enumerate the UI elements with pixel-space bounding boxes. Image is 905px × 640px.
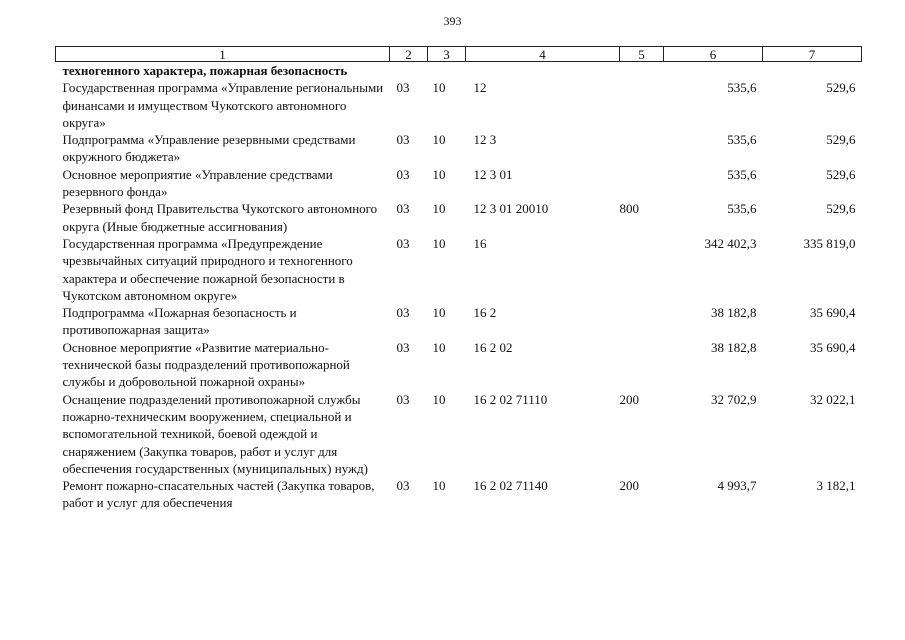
- cell-subsection: 10: [432, 132, 446, 148]
- table-row: [56, 166, 862, 201]
- cell-name: Основное мероприятие «Развитие материально-технической базы подразделений противопожарной службы и добровольной пожарной охраны»: [62, 339, 350, 390]
- header-col-5: 5: [620, 47, 664, 62]
- cell-expense-type: [620, 62, 664, 80]
- cell-target-article: 16 2: [473, 305, 497, 321]
- cell-amount-col7: 3 182,1: [816, 478, 856, 494]
- cell-subsection: 10: [432, 235, 446, 251]
- cell-amount-col6: 535,6: [727, 201, 757, 217]
- cell-expense-type: [620, 235, 664, 304]
- table-body: [56, 62, 862, 512]
- cell-name: Ремонт пожарно-спасательных частей (Закупка товаров, работ и услуг для обеспечения: [62, 478, 375, 511]
- table-header: [56, 47, 862, 62]
- cell-section: 03: [396, 166, 410, 182]
- cell-expense-type: [620, 304, 664, 339]
- cell-name: Государственная программа «Управление региональными финансами и имуществом Чукотского автономного округа»: [62, 80, 384, 130]
- cell-target-article: 12 3 01: [473, 166, 513, 182]
- cell-expense-type: [620, 339, 664, 391]
- cell-name: Резервный фонд Правительства Чукотского автономного округа (Иные бюджетные ассигнования): [62, 201, 378, 234]
- cell-subsection: 10: [432, 305, 446, 321]
- cell-name: Государственная программа «Предупреждение чрезвычайных ситуаций природного и техногенного характера и обеспечение пожарной безопасности в Чукотском автономном округе»: [62, 235, 353, 303]
- table-row: [56, 235, 862, 304]
- header-col-7: 7: [763, 47, 862, 62]
- cell-amount-col7: 35 690,4: [810, 305, 856, 321]
- table-row: [56, 304, 862, 339]
- cell-subsection: 10: [432, 478, 446, 494]
- table-row: [56, 62, 862, 80]
- cell-expense-type: [620, 166, 664, 201]
- cell-amount-col6: 342 402,3: [704, 235, 757, 251]
- cell-amount-col7: [763, 62, 862, 80]
- cell-amount-col6: 535,6: [727, 80, 757, 96]
- page-number: 393: [443, 14, 462, 28]
- cell-target-article: 12 3 01 20010: [473, 201, 549, 217]
- cell-expense-type: 200: [619, 391, 639, 407]
- cell-section: 03: [396, 391, 410, 407]
- cell-target-article: 16 2 02 71140: [473, 478, 548, 494]
- cell-subsection: 10: [432, 391, 446, 407]
- table-row: [56, 339, 862, 391]
- cell-target-article: 16 2 02 71110: [473, 391, 548, 407]
- cell-section: 03: [396, 132, 410, 148]
- cell-amount-col7: 529,6: [826, 201, 856, 217]
- table-row: [56, 477, 862, 512]
- cell-subsection: 10: [432, 166, 446, 182]
- table-row: [56, 391, 862, 477]
- cell-target-article: 16 2 02: [473, 339, 513, 355]
- cell-section: 03: [396, 235, 410, 251]
- cell-name: Основное мероприятие «Управление средствами резервного фонда»: [62, 166, 333, 200]
- cell-subsection: 10: [432, 80, 446, 96]
- table-row: [56, 200, 862, 235]
- cell-name: Оснащение подразделений противопожарной службы пожарно-техническим вооружением, специальной и вспомогательной техникой, боевой одеждой и снаряжением (Закупка товаров, работ и услуг для обеспечения государственных (муниципальных) нужд): [62, 391, 368, 476]
- cell-amount-col6: [664, 62, 763, 80]
- cell-expense-type: 200: [619, 478, 639, 494]
- cell-name: Подпрограмма «Управление резервными средствами окружного бюджета»: [62, 132, 356, 165]
- cell-amount-col7: 529,6: [826, 80, 856, 96]
- cell-target-article: [466, 62, 620, 80]
- cell-amount-col7: 335 819,0: [803, 235, 856, 251]
- cell-name: техногенного характера, пожарная безопасность: [62, 63, 348, 78]
- cell-amount-col7: 35 690,4: [810, 339, 856, 355]
- cell-amount-col6: 38 182,8: [711, 305, 757, 321]
- header-col-1: 1: [56, 47, 390, 62]
- budget-table: [55, 46, 862, 512]
- cell-amount-col6: 32 702,9: [711, 391, 757, 407]
- cell-subsection: [428, 62, 466, 80]
- cell-target-article: 12 3: [473, 132, 497, 148]
- cell-section: 03: [396, 80, 410, 96]
- cell-target-article: 16: [473, 235, 487, 251]
- cell-expense-type: [620, 131, 664, 166]
- cell-expense-type: 800: [619, 201, 639, 217]
- cell-section: 03: [396, 201, 410, 217]
- cell-amount-col7: 32 022,1: [810, 391, 856, 407]
- cell-section: 03: [396, 339, 410, 355]
- cell-name: Подпрограмма «Пожарная безопасность и противопожарная защита»: [62, 305, 297, 338]
- cell-amount-col6: 38 182,8: [711, 339, 757, 355]
- table-row: [56, 79, 862, 131]
- cell-amount-col7: 529,6: [826, 166, 856, 182]
- header-col-6: 6: [664, 47, 763, 62]
- cell-amount-col7: 529,6: [826, 132, 856, 148]
- header-col-4: 4: [466, 47, 620, 62]
- cell-amount-col6: 535,6: [727, 132, 757, 148]
- header-col-2: 2: [390, 47, 428, 62]
- table-row: [56, 131, 862, 166]
- cell-expense-type: [620, 79, 664, 131]
- cell-amount-col6: 535,6: [727, 166, 757, 182]
- cell-subsection: 10: [432, 339, 446, 355]
- cell-section: 03: [396, 478, 410, 494]
- cell-amount-col6: 4 993,7: [717, 478, 757, 494]
- cell-section: [390, 62, 428, 80]
- header-col-3: 3: [428, 47, 466, 62]
- cell-section: 03: [396, 305, 410, 321]
- cell-target-article: 12: [473, 80, 487, 96]
- cell-subsection: 10: [432, 201, 446, 217]
